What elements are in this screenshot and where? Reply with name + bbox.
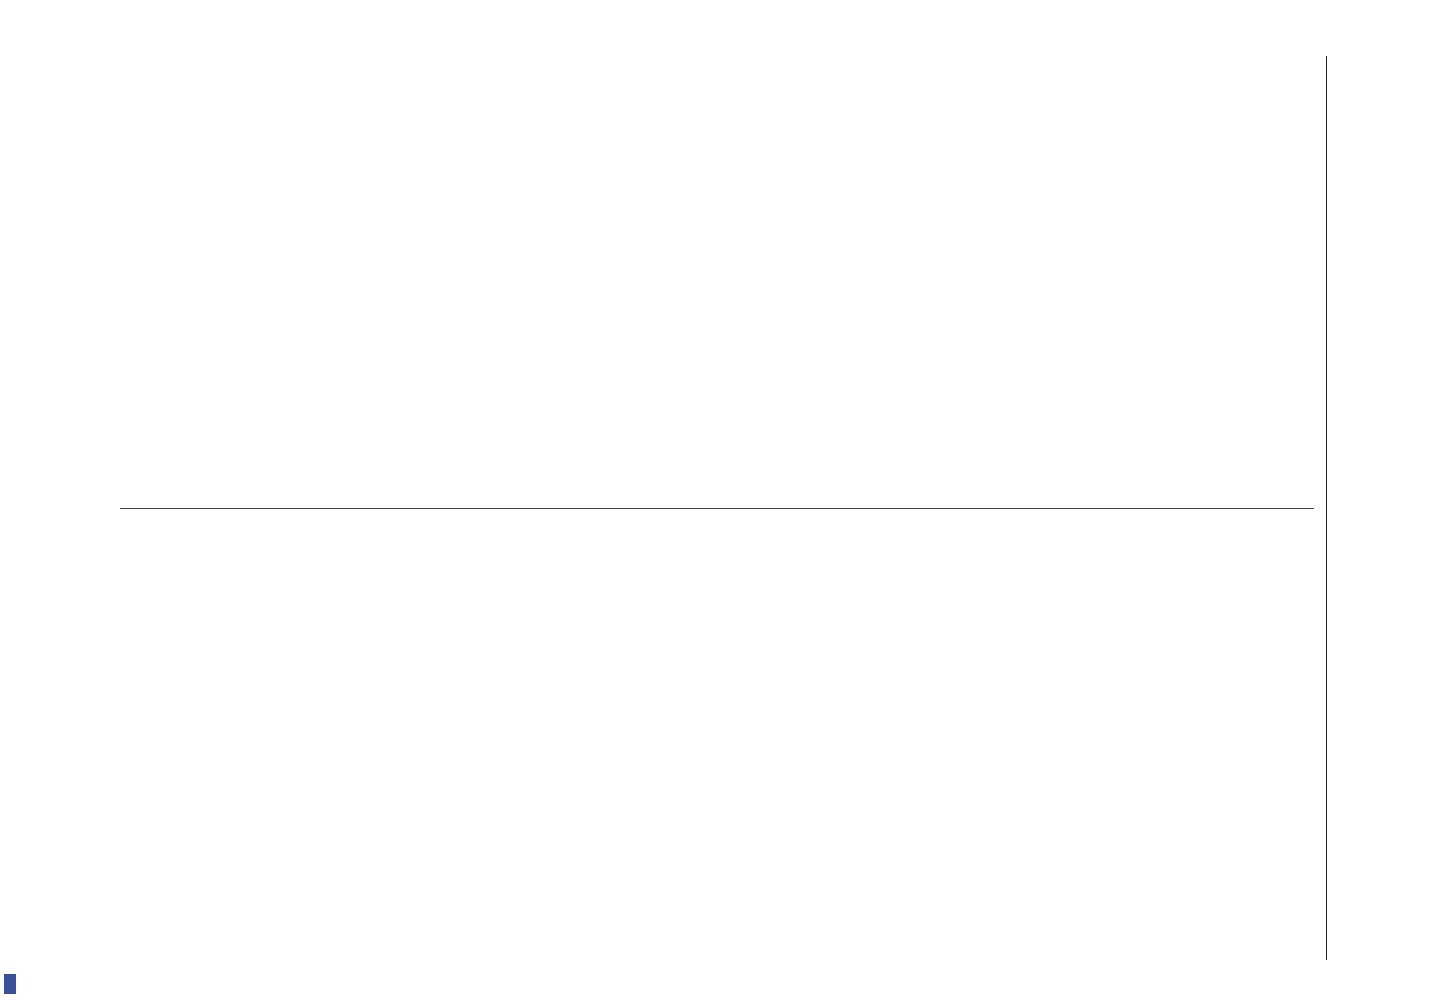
- digitization-credit: [0, 0, 20, 1000]
- page-header: [1326, 56, 1372, 960]
- dfg-logo-icon: [4, 974, 16, 994]
- left-column: [120, 56, 1314, 508]
- page-content: [100, 28, 1390, 988]
- text-columns: [120, 56, 1314, 960]
- right-column: [120, 509, 1314, 961]
- scanned-page: [100, 28, 1390, 988]
